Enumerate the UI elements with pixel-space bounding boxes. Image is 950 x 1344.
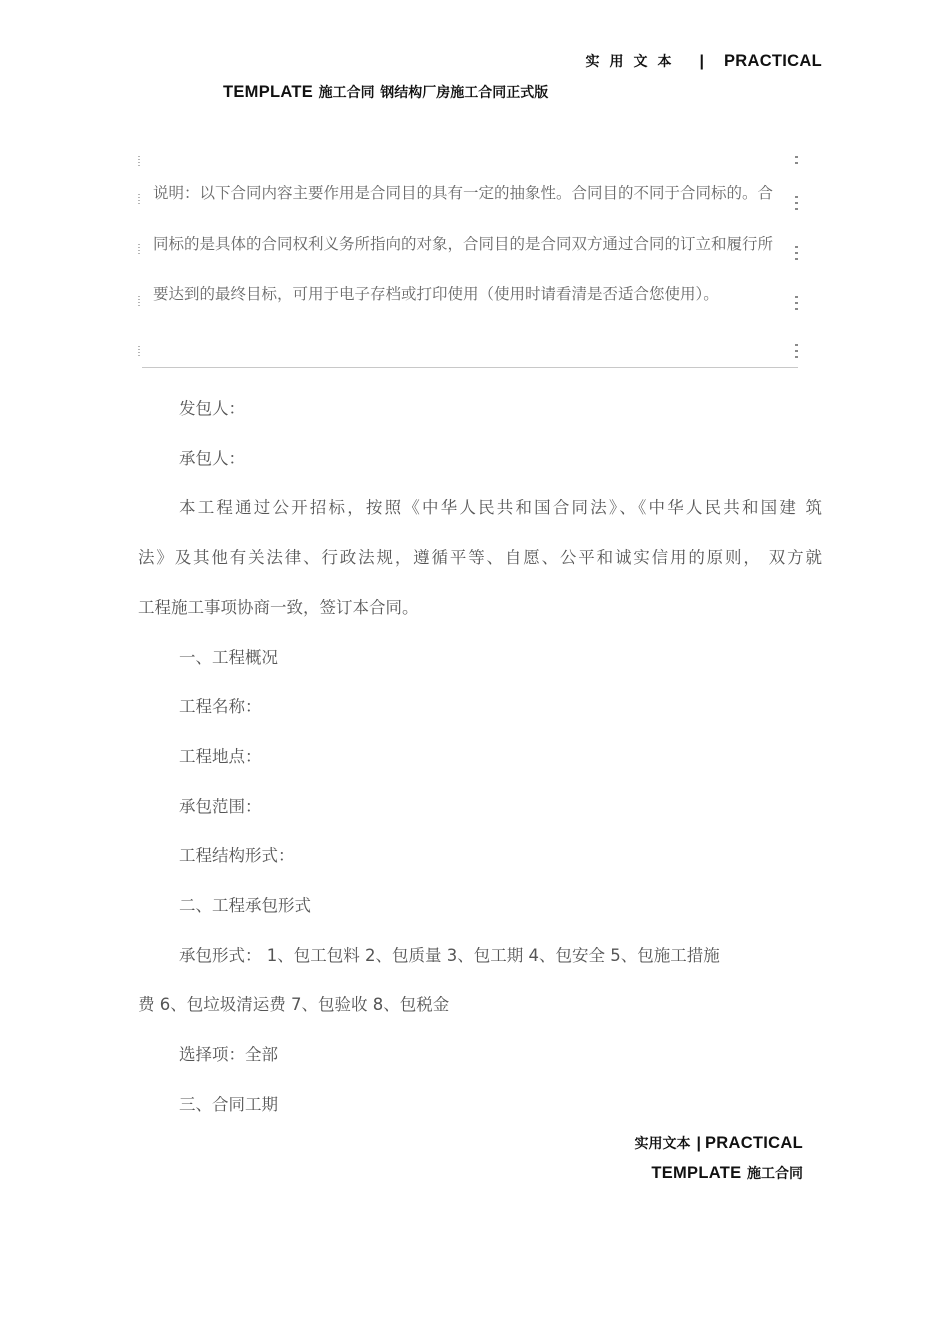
header-separator: | <box>699 53 704 70</box>
note-box-bottom-border <box>142 367 798 368</box>
section-1-heading: 一、工程概况 <box>179 647 278 667</box>
project-name-label: 工程名称： <box>179 697 262 717</box>
footer-template-en: TEMPLATE <box>651 1164 742 1182</box>
header-practical-cn: 实用文本 <box>585 54 682 70</box>
header-template-en: TEMPLATE <box>223 83 314 101</box>
header-practical-en: PRACTICAL <box>723 52 822 70</box>
contract-body <box>138 384 822 1130</box>
frame-marker <box>138 296 140 306</box>
section-2-heading: 二、工程承包形式 <box>179 896 311 916</box>
note-text: 说明：以下合同内容主要作用是合同目的具有一定的抽象性。合同目的不同于合同标的。合同标的是具体的合同权利义务所指向的对象，合同目的是合同双方通过合同的订立和履行所要达到的最终目标，可用于电子存档或打印使用（使用时请看清是否适合您使用）。 <box>153 184 774 303</box>
header-line-1 <box>585 51 822 71</box>
footer-line-2 <box>651 1163 803 1183</box>
footer-template-cn: 施工合同 <box>747 1166 803 1182</box>
frame-marker <box>795 296 798 312</box>
frame-marker <box>795 156 798 166</box>
contractor-label: 承包人： <box>179 448 245 468</box>
footer-separator: | <box>696 1135 701 1152</box>
frame-marker <box>138 194 140 204</box>
structure-form-label: 工程结构形式： <box>179 846 295 866</box>
frame-marker <box>138 346 140 356</box>
section-3-heading: 三、合同工期 <box>179 1094 278 1114</box>
footer-practical-en: PRACTICAL <box>704 1134 803 1152</box>
frame-marker <box>795 344 798 360</box>
contract-form-line-1: 承包形式： 1、包工包料 2、包质量 3、包工期 4、包安全 5、包施工措施 <box>179 945 720 965</box>
contract-scope-label: 承包范围： <box>179 796 262 816</box>
intro-paragraph-line-2: 法》及其他有关法律、行政法规，遵循平等、自愿、公平和诚实信用的原则， 双方就 <box>138 548 822 568</box>
footer-practical-cn: 实用文本 <box>634 1136 691 1152</box>
header-template-cn: 施工合同 <box>318 85 375 101</box>
project-location-label: 工程地点： <box>179 746 262 766</box>
frame-marker <box>138 244 140 254</box>
frame-marker <box>795 246 798 262</box>
note-box <box>138 154 798 368</box>
contract-form-line-2: 费 6、包垃圾清运费 7、包验收 8、包税金 <box>138 995 450 1015</box>
intro-paragraph-line-3: 工程施工事项协商一致，签订本合同。 <box>138 597 419 617</box>
intro-paragraph-line-1: 本工程通过公开招标，按照《中华人民共和国合同法》、《中华人民共和国建 筑 <box>179 498 822 518</box>
header-line-2 <box>223 82 548 102</box>
employer-label: 发包人： <box>179 399 245 418</box>
frame-marker <box>795 196 798 212</box>
footer-line-1 <box>634 1133 803 1153</box>
document-title: 钢结构厂房施工合同正式版 <box>380 85 549 101</box>
option-label: 选择项：全部 <box>179 1045 278 1065</box>
frame-marker <box>138 156 140 166</box>
